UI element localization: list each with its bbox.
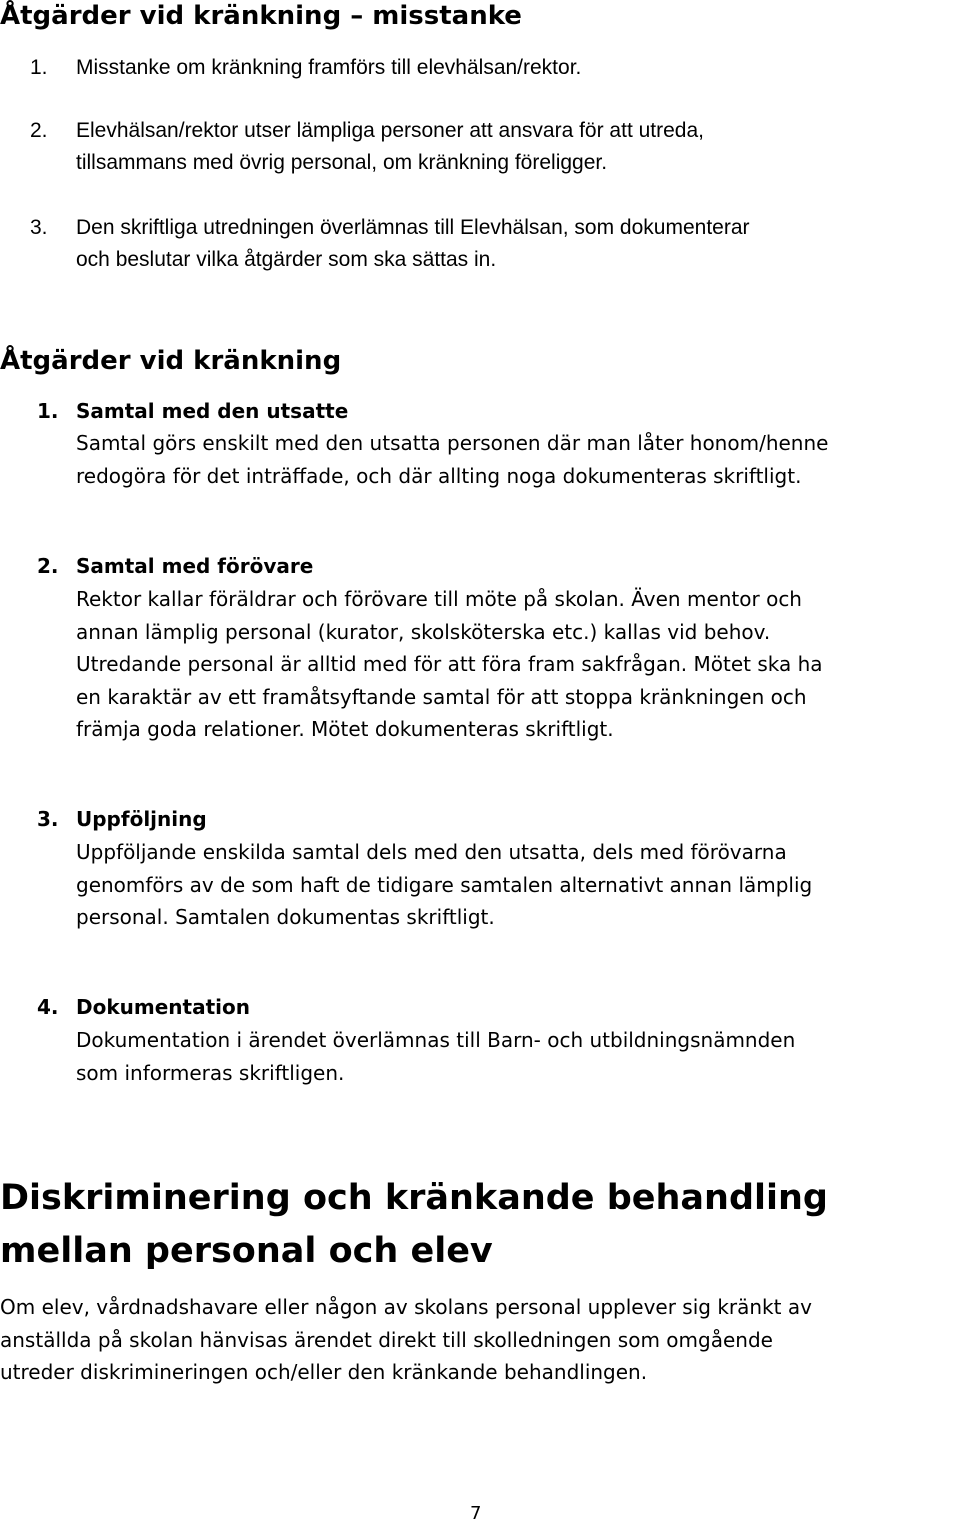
list-item-body: Dokumentation i ärendet överlämnas till Barn- och utbildningsnämnden som informeras skriftligen. [76, 1028, 796, 1085]
page-number: 7 [470, 1503, 482, 1524]
discrimination-paragraph: Om elev, vårdnadshavare eller någon av skolans personal upplever sig kränkt av anställda på skolan hänvisas ärendet direkt till skolledningen som omgående utreder diskrimineringen och/eller den kränkande behandlingen. [0, 1295, 812, 1384]
heading-actions: Åtgärder vid kränkning [0, 346, 342, 376]
list-item-number: 3. [37, 807, 59, 831]
list-item-heading: Uppföljning [76, 807, 207, 831]
list-item-number: 3. [30, 216, 48, 239]
list-item-number: 1. [37, 399, 59, 423]
list-item-number: 2. [30, 119, 48, 142]
list-item-number: 2. [37, 554, 59, 578]
list-item-heading: Dokumentation [76, 995, 250, 1019]
heading-suspicion: Åtgärder vid kränkning – misstanke [0, 1, 522, 31]
heading-discrimination: Diskriminering och kränkande behandling mellan personal och elev [0, 1178, 828, 1271]
list-item-text: Den skriftliga utredningen överlämnas till Elevhälsan, som dokumenterar och beslutar vilka åtgärder som ska sättas in. [76, 216, 750, 271]
list-item-body: Samtal görs enskilt med den utsatta personen där man låter honom/henne redogöra för det inträffade, och där allting noga dokumenteras skriftligt. [76, 431, 829, 488]
list-item-text: Misstanke om kränkning framförs till elevhälsan/rektor. [76, 56, 582, 79]
list-item-number: 1. [30, 56, 48, 79]
list-item-heading: Samtal med förövare [76, 554, 314, 578]
list-item-body: Rektor kallar föräldrar och förövare till möte på skolan. Även mentor och annan lämplig personal (kurator, skolsköterska etc.) kallas vid behov. Utredande personal är alltid med för att föra fram sakfrågan. Mötet ska ha en karaktär av ett framåtsyftande samtal för att stoppa kränkningen och främja goda relationer. Mötet dokumenteras skriftligt. [76, 587, 823, 741]
list-item-number: 4. [37, 995, 59, 1019]
list-item-text: Elevhälsan/rektor utser lämpliga personer att ansvara för att utreda, tillsammans med övrig personal, om kränkning föreligger. [76, 119, 704, 174]
list-item-body: Uppföljande enskilda samtal dels med den utsatta, dels med förövarna genomförs av de som haft de tidigare samtalen alternativt annan lämplig personal. Samtalen dokumentas skriftligt. [76, 840, 813, 929]
list-item-heading: Samtal med den utsatte [76, 399, 349, 423]
